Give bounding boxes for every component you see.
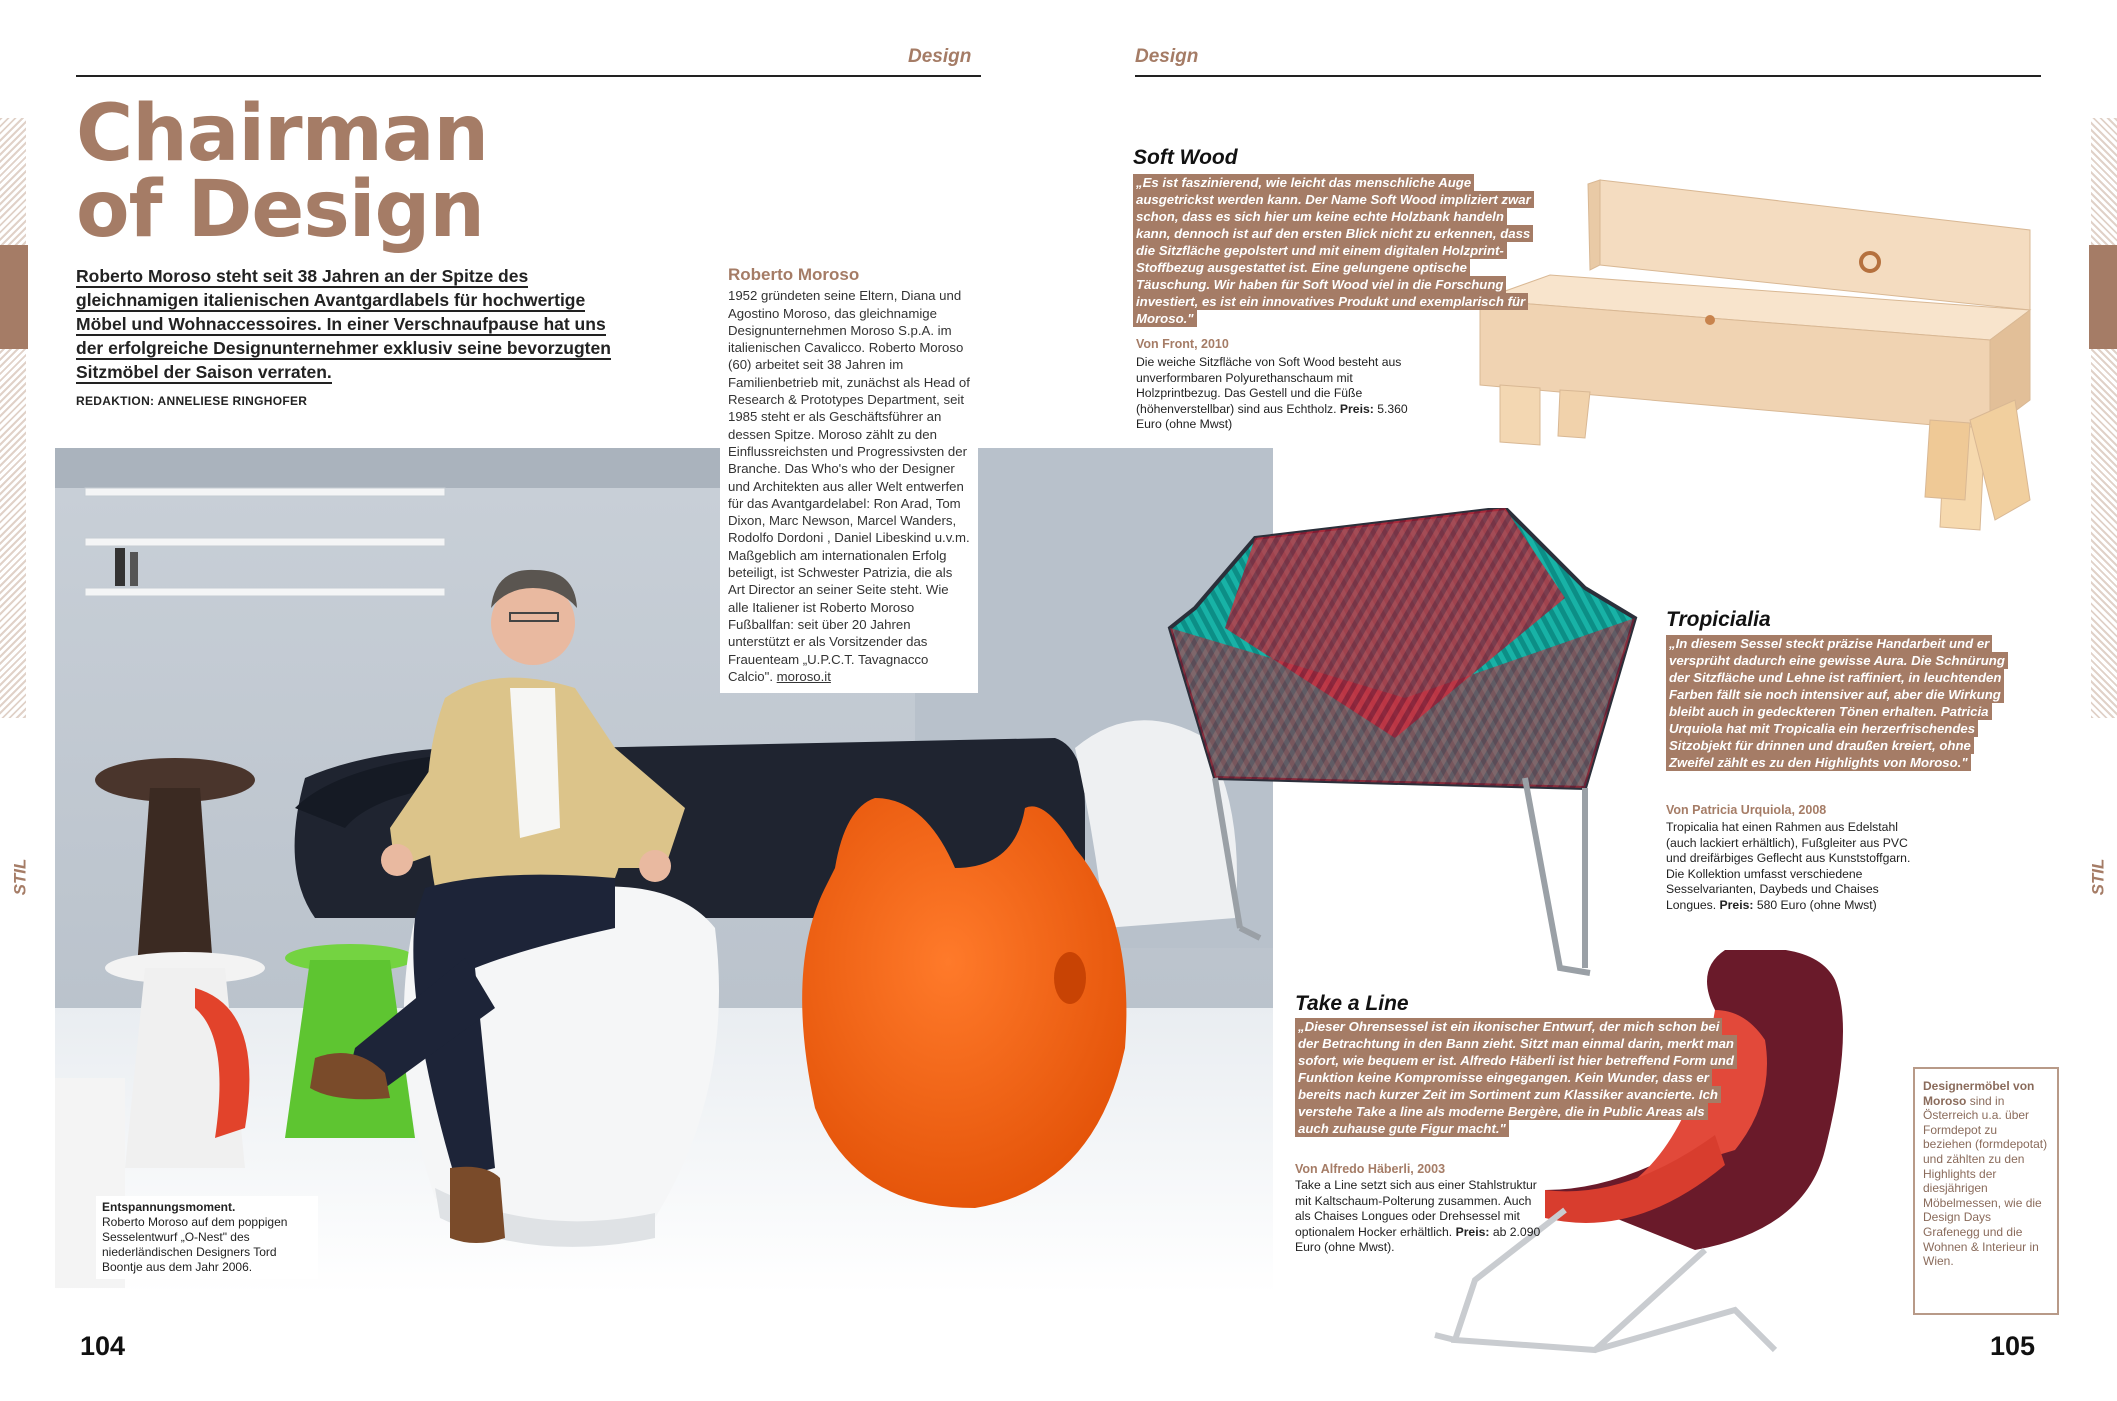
main-photo-illustration <box>55 448 1273 1294</box>
product-quote-take-a-line <box>1295 1018 1735 1137</box>
product-desc-take-a-line <box>1295 1178 1545 1256</box>
header-rule-right <box>1135 75 2041 77</box>
sidebar-heading: Roberto Moroso <box>728 265 860 284</box>
price-value: 5.360 Euro (ohne Mwst) <box>1136 401 1408 431</box>
lead-line: Sitzmöbel der Saison verraten. <box>76 362 332 382</box>
desc-text: Take a Line setzt sich aus einer Stahlstruktur mit Kaltschaum-Polterung zusammen. Auch als Chaises Longues oder Drehsessel mit optionalem Hocker erhältlich. <box>1295 1178 1537 1239</box>
caption-text: Roberto Moroso auf dem poppigen Sesselentwurf „O-Nest" des niederländischen Designers Tord Boontje aus dem Jahr 2006. <box>102 1215 288 1274</box>
price-value: 580 Euro (ohne Mwst) <box>1756 897 1877 912</box>
sidebar-bio <box>720 260 978 693</box>
price-value: ab 2.090 Euro (ohne Mwst). <box>1295 1224 1541 1254</box>
sidebar-body: 1952 gründeten seine Eltern, Diana und Agostino Moroso, das gleichnamige Designunternehmen Moroso S.p.A. im italienischen Cavalicco. Roberto Moroso (60) arbeitet seit 38 Jahren im Familienbetrieb mit, zunächst als Head of Research & Prototypes Department, seit 1985 steht er als Geschäftsführer an dessen Spitze. Moroso zählt zu den Einflussreichsten und Progressivsten der Branche. Das Who's who der Designer und Architekten aus aller Welt entwerfen für das Avantgardelabel: Ron Arad, Tom Dixon, Marc Newson, Marcel Wanders, Rodolfo Dordoni , Daniel Libeskind u.v.m. Maßgeblich am internationalen Erfolg beteiligt, ist Schwester Patrizia, die als Art Director an seiner Seite steht. Wie alle Italiener ist Roberto Moroso Fußballfan: seit über 20 Jahren unterstützt er als Vorsitzender das Frauenteam „U.P.C.T. Tavagnacco Calcio". <box>728 288 970 684</box>
price-label: Preis: <box>1455 1224 1490 1239</box>
lead-line: der erfolgreiche Designunternehmer exklusiv seine bevorzugten <box>76 338 611 358</box>
lead-line: Möbel und Wohnaccessoires. In einer Verschnaufpause hat uns <box>76 314 606 334</box>
quote-text: „Es ist faszinierend, wie leicht das menschliche Auge ausgetrickst werden kann. Der Name Soft Wood impliziert zwar schon, dass es sich hier um keine echte Holzbank handeln kann, dennoch ist auf den ersten Blick nicht zu erkennen, dass die Sitzfläche gepolstert und mit einem digitalen Holzprint-Stoffbezug ausgestattet ist. Eine gelungene optische Täuschung. Wir haben für Soft Wood viel in die Forschung investiert, es ist ein innovatives Produkt und exemplarisch für Moroso." <box>1133 174 1534 327</box>
left-edge-pattern <box>0 118 26 718</box>
desc-text: Tropicalia hat einen Rahmen aus Edelstahl (auch lackiert erhältlich), Fußgleiter aus PVC und dreifärbiges Geflecht aus Kunststoffgarn. Die Kollektion umfasst verschiedene Sesselvarianten, Daybeds und Chaises Longues. <box>1666 820 1911 912</box>
left-edge-tab <box>0 245 28 349</box>
price-label: Preis: <box>1339 401 1374 416</box>
price-label: Preis: <box>1719 897 1754 912</box>
article-lead <box>76 264 636 384</box>
section-label-left: Design <box>908 46 972 67</box>
lead-line: gleichnamigen italienischen Avantgardlabels für hochwertige <box>76 290 586 310</box>
desc-text: Die weiche Sitzfläche von Soft Wood besteht aus unverformbaren Polyurethanschaum mit Holzprintbezug. Das Gestell und die Füße (höhenverstellbar) sind aus Echtholz. <box>1136 355 1402 416</box>
product-title-take-a-line: Take a Line <box>1295 992 1409 1015</box>
right-edge-pattern <box>2091 118 2117 718</box>
main-photo <box>55 448 1273 1294</box>
quote-text: „Dieser Ohrensessel ist ein ikonischer Entwurf, der mich schon bei der Betrachtung in den Bann zieht. Sitzt man einmal darin, merkt man sofort, wie bequem er ist. Alfredo Häberli ist hier betreffend Form und Funktion keine Kompromisse eingegangen. Kein Wunder, dass er bereits nach kurzer Zeit im Sortiment zum Klassiker avancierte. Ich verstehe Take a line als moderne Bergère, die in Public Areas als auch zuhause gute Figur macht." <box>1295 1018 1737 1137</box>
article-title-line2: of Design <box>76 165 484 255</box>
info-box-text: sind in Österreich u.a. über Formdepot zu beziehen (formdepotat) und zählten zu den Highlights der diesjährigen Möbelmessen, wie die Design Days Grafenegg und die Wohnen & Interieur in Wien. <box>1923 1093 2048 1269</box>
caption-title: Entspannungsmoment. <box>102 1200 236 1214</box>
page-number-right: 105 <box>1990 1331 2036 1361</box>
product-title-soft-wood: Soft Wood <box>1133 146 1238 169</box>
header-rule-left <box>76 75 981 77</box>
product-quote-soft-wood <box>1133 174 1538 327</box>
tropicalia-chair-image <box>1165 508 1645 978</box>
lead-line: Roberto Moroso steht seit 38 Jahren an der Spitze des <box>76 266 529 286</box>
right-edge-tab <box>2089 245 2117 349</box>
sidebar-link[interactable]: moroso.it <box>776 668 831 684</box>
product-author-take-a-line: Von Alfredo Häberli, 2003 <box>1295 1162 1446 1176</box>
quote-text: „In diesem Sessel steckt präzise Handarbeit und er versprüht dadurch eine gewisse Aura. Die Schnürung der Sitzfläche und Lehne ist raffiniert, in leuchtenden Farben fällt sie noch intensiver auf, aber die Wirkung bleibt auch in gedeckteren Tönen erhalten. Patricia Urquiola hat mit Tropicalia ein herzerfrischendes Sitzobjekt für drinnen und draußen kreiert, ohne Zweifel zählt es zu den Highlights von Moroso." <box>1666 635 2008 771</box>
product-desc-tropicalia <box>1666 820 1921 913</box>
article-title-line1: Chairman <box>76 89 489 179</box>
product-desc-soft-wood <box>1136 355 1436 433</box>
product-title-tropicalia: Tropicialia <box>1666 608 1771 631</box>
page-number-left: 104 <box>80 1331 126 1361</box>
take-a-line-chair-image <box>1395 950 1915 1380</box>
info-box <box>1913 1067 2059 1315</box>
photo-caption <box>96 1196 318 1279</box>
editor-credit: REDAKTION: ANNELIESE RINGHOFER <box>76 394 308 408</box>
side-label-left: STIL <box>10 858 30 896</box>
product-quote-tropicalia <box>1666 635 2006 771</box>
info-box-title: Designermöbel von Moroso <box>1923 1079 2035 1108</box>
product-author-soft-wood: Von Front, 2010 <box>1136 337 1229 351</box>
section-label-right: Design <box>1135 46 1199 67</box>
soft-wood-bench-image <box>1470 170 2060 540</box>
product-author-tropicalia: Von Patricia Urquiola, 2008 <box>1666 803 1827 817</box>
side-label-right: STIL <box>2088 858 2108 896</box>
article-title <box>76 89 489 255</box>
